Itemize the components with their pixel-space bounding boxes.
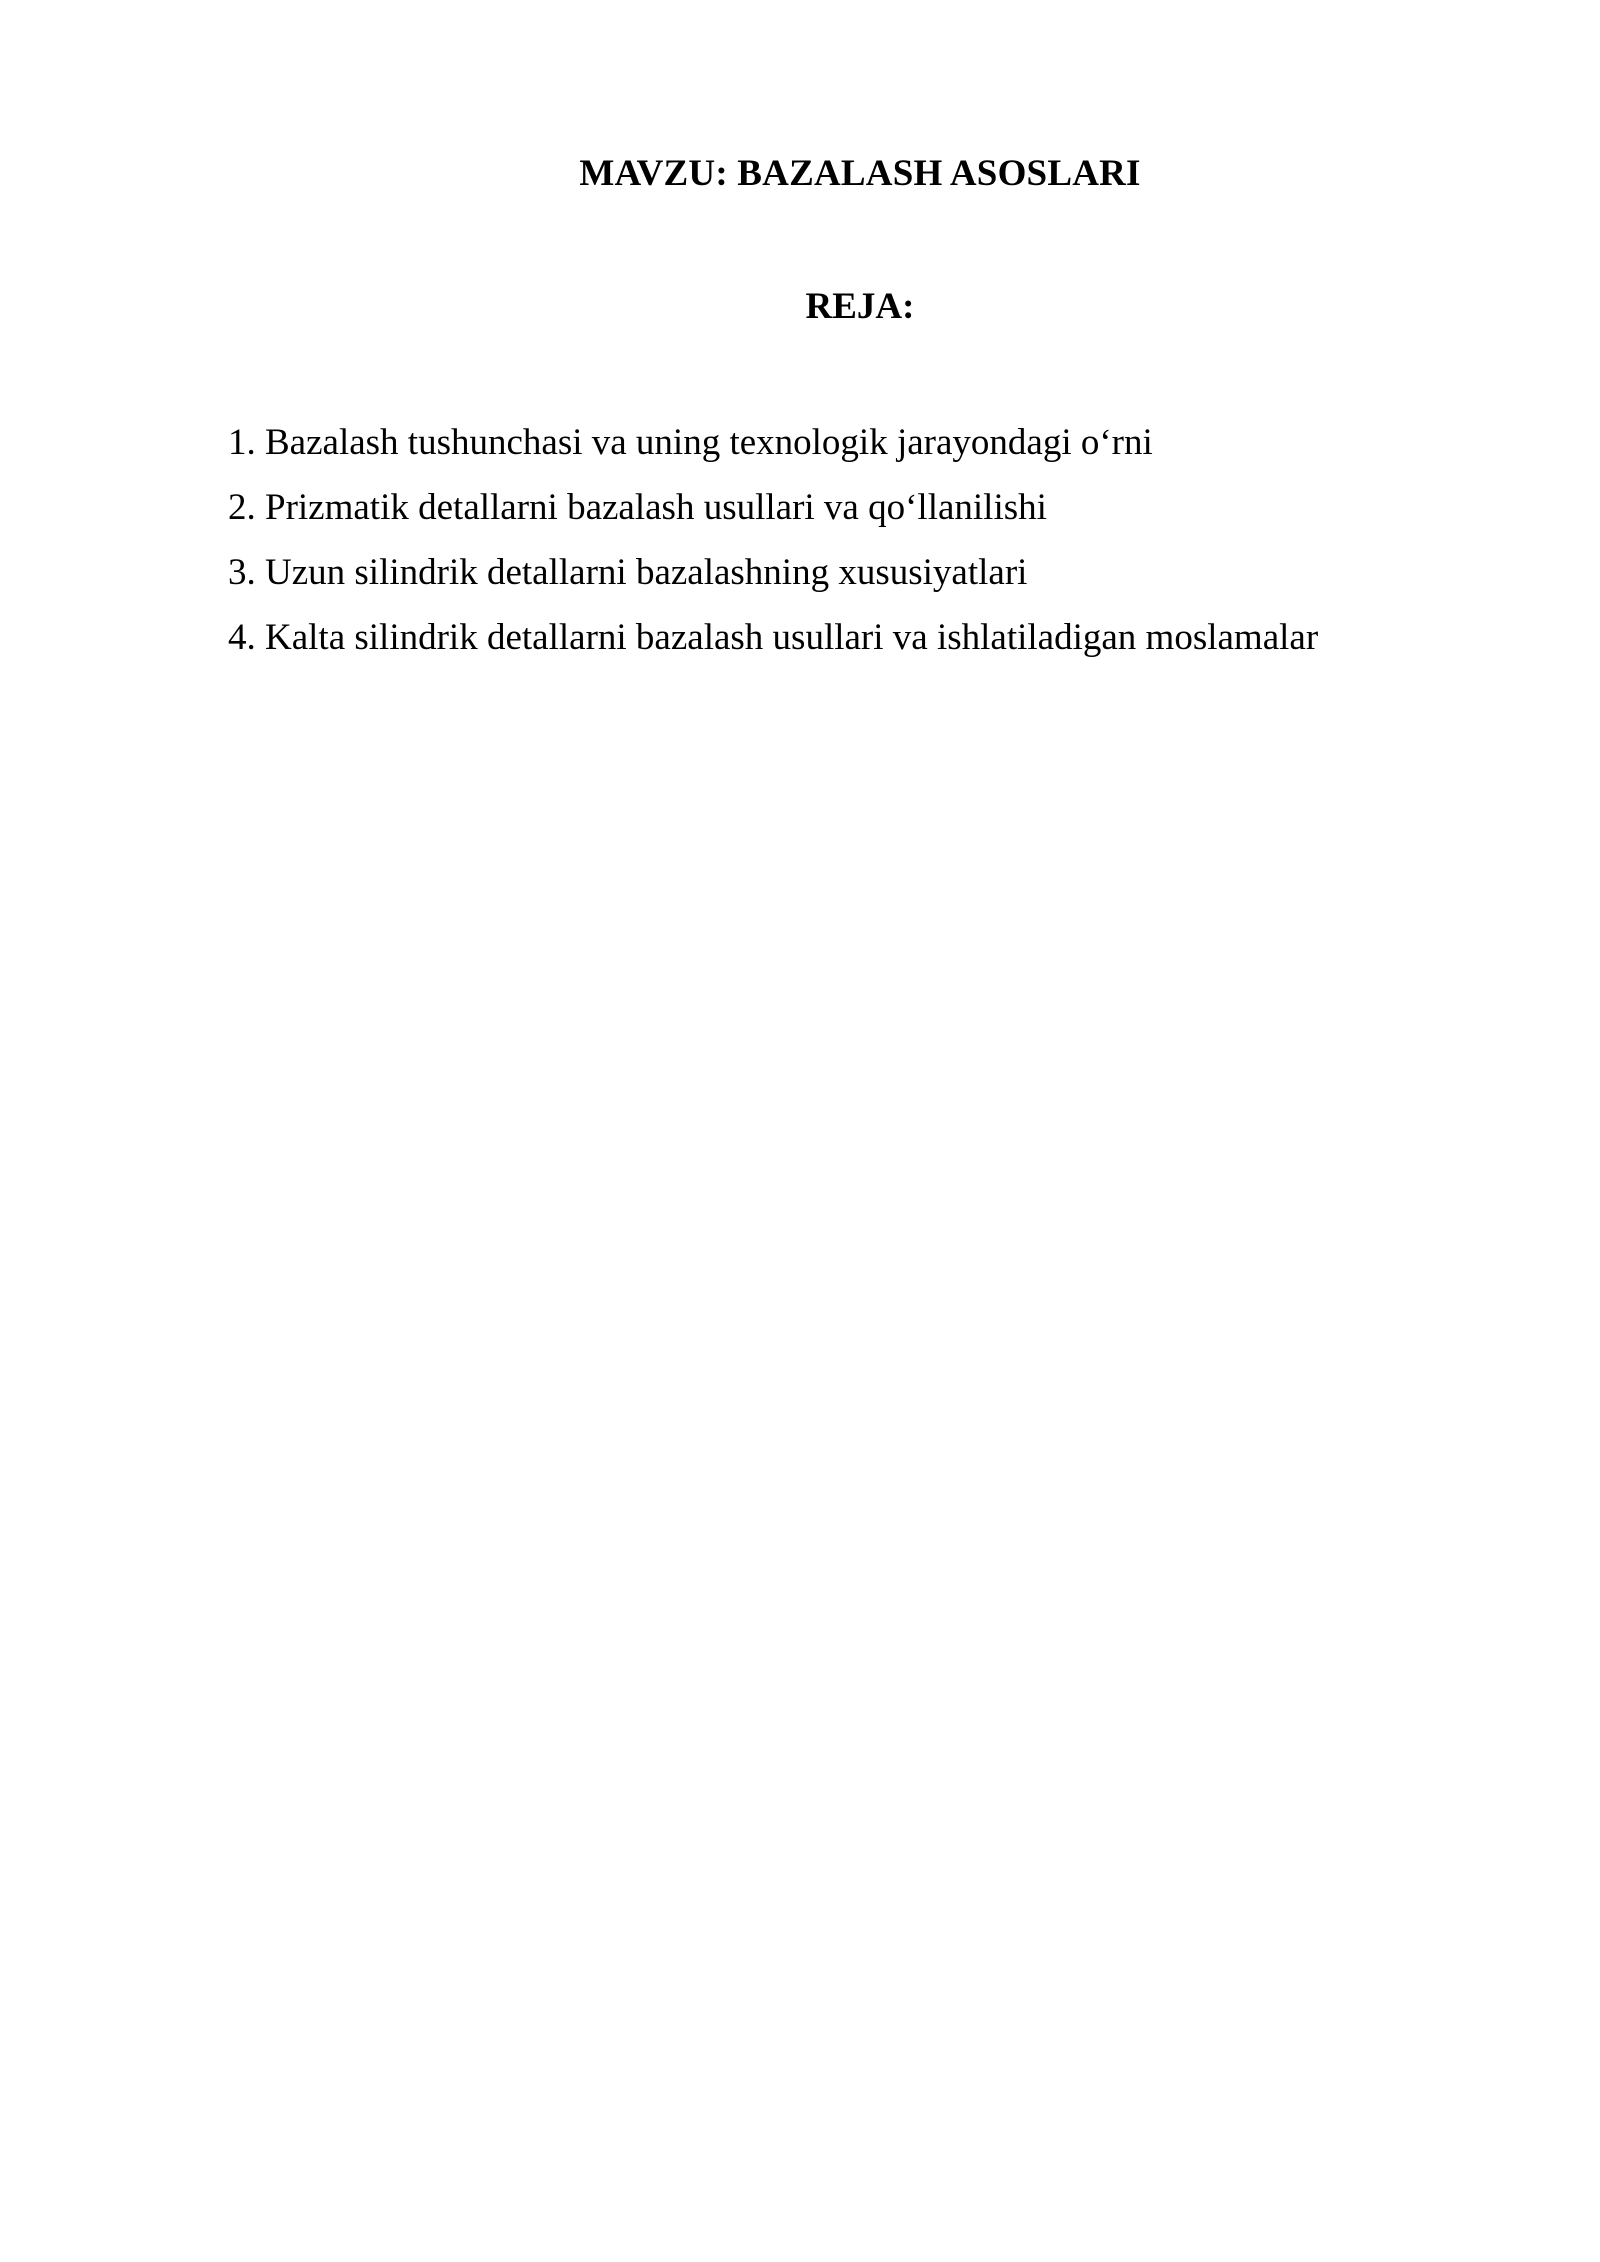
plan-heading: REJA:	[805, 286, 915, 327]
list-item-number: 2.	[228, 487, 256, 528]
list-item-text: Uzun silindrik detallarni bazalashning xususiyatlari	[265, 552, 1028, 593]
list-item	[228, 540, 1318, 605]
list-item-number: 4.	[228, 617, 256, 658]
list-item-number: 3.	[228, 552, 256, 593]
list-item	[228, 410, 1318, 475]
list-item-text: Bazalash tushunchasi va uning texnologik jarayondagi o‘rni	[265, 422, 1153, 463]
list-item	[228, 475, 1318, 540]
plan-list	[228, 410, 1318, 670]
document-title: MAVZU: BAZALASH ASOSLARI	[579, 153, 1141, 194]
list-item-text: Kalta silindrik detallarni bazalash usullari va ishlatiladigan moslamalar	[265, 617, 1319, 658]
list-item-text: Prizmatik detallarni bazalash usullari va qo‘llanilishi	[265, 487, 1047, 528]
list-item-number: 1.	[228, 422, 256, 463]
list-item	[228, 605, 1318, 670]
